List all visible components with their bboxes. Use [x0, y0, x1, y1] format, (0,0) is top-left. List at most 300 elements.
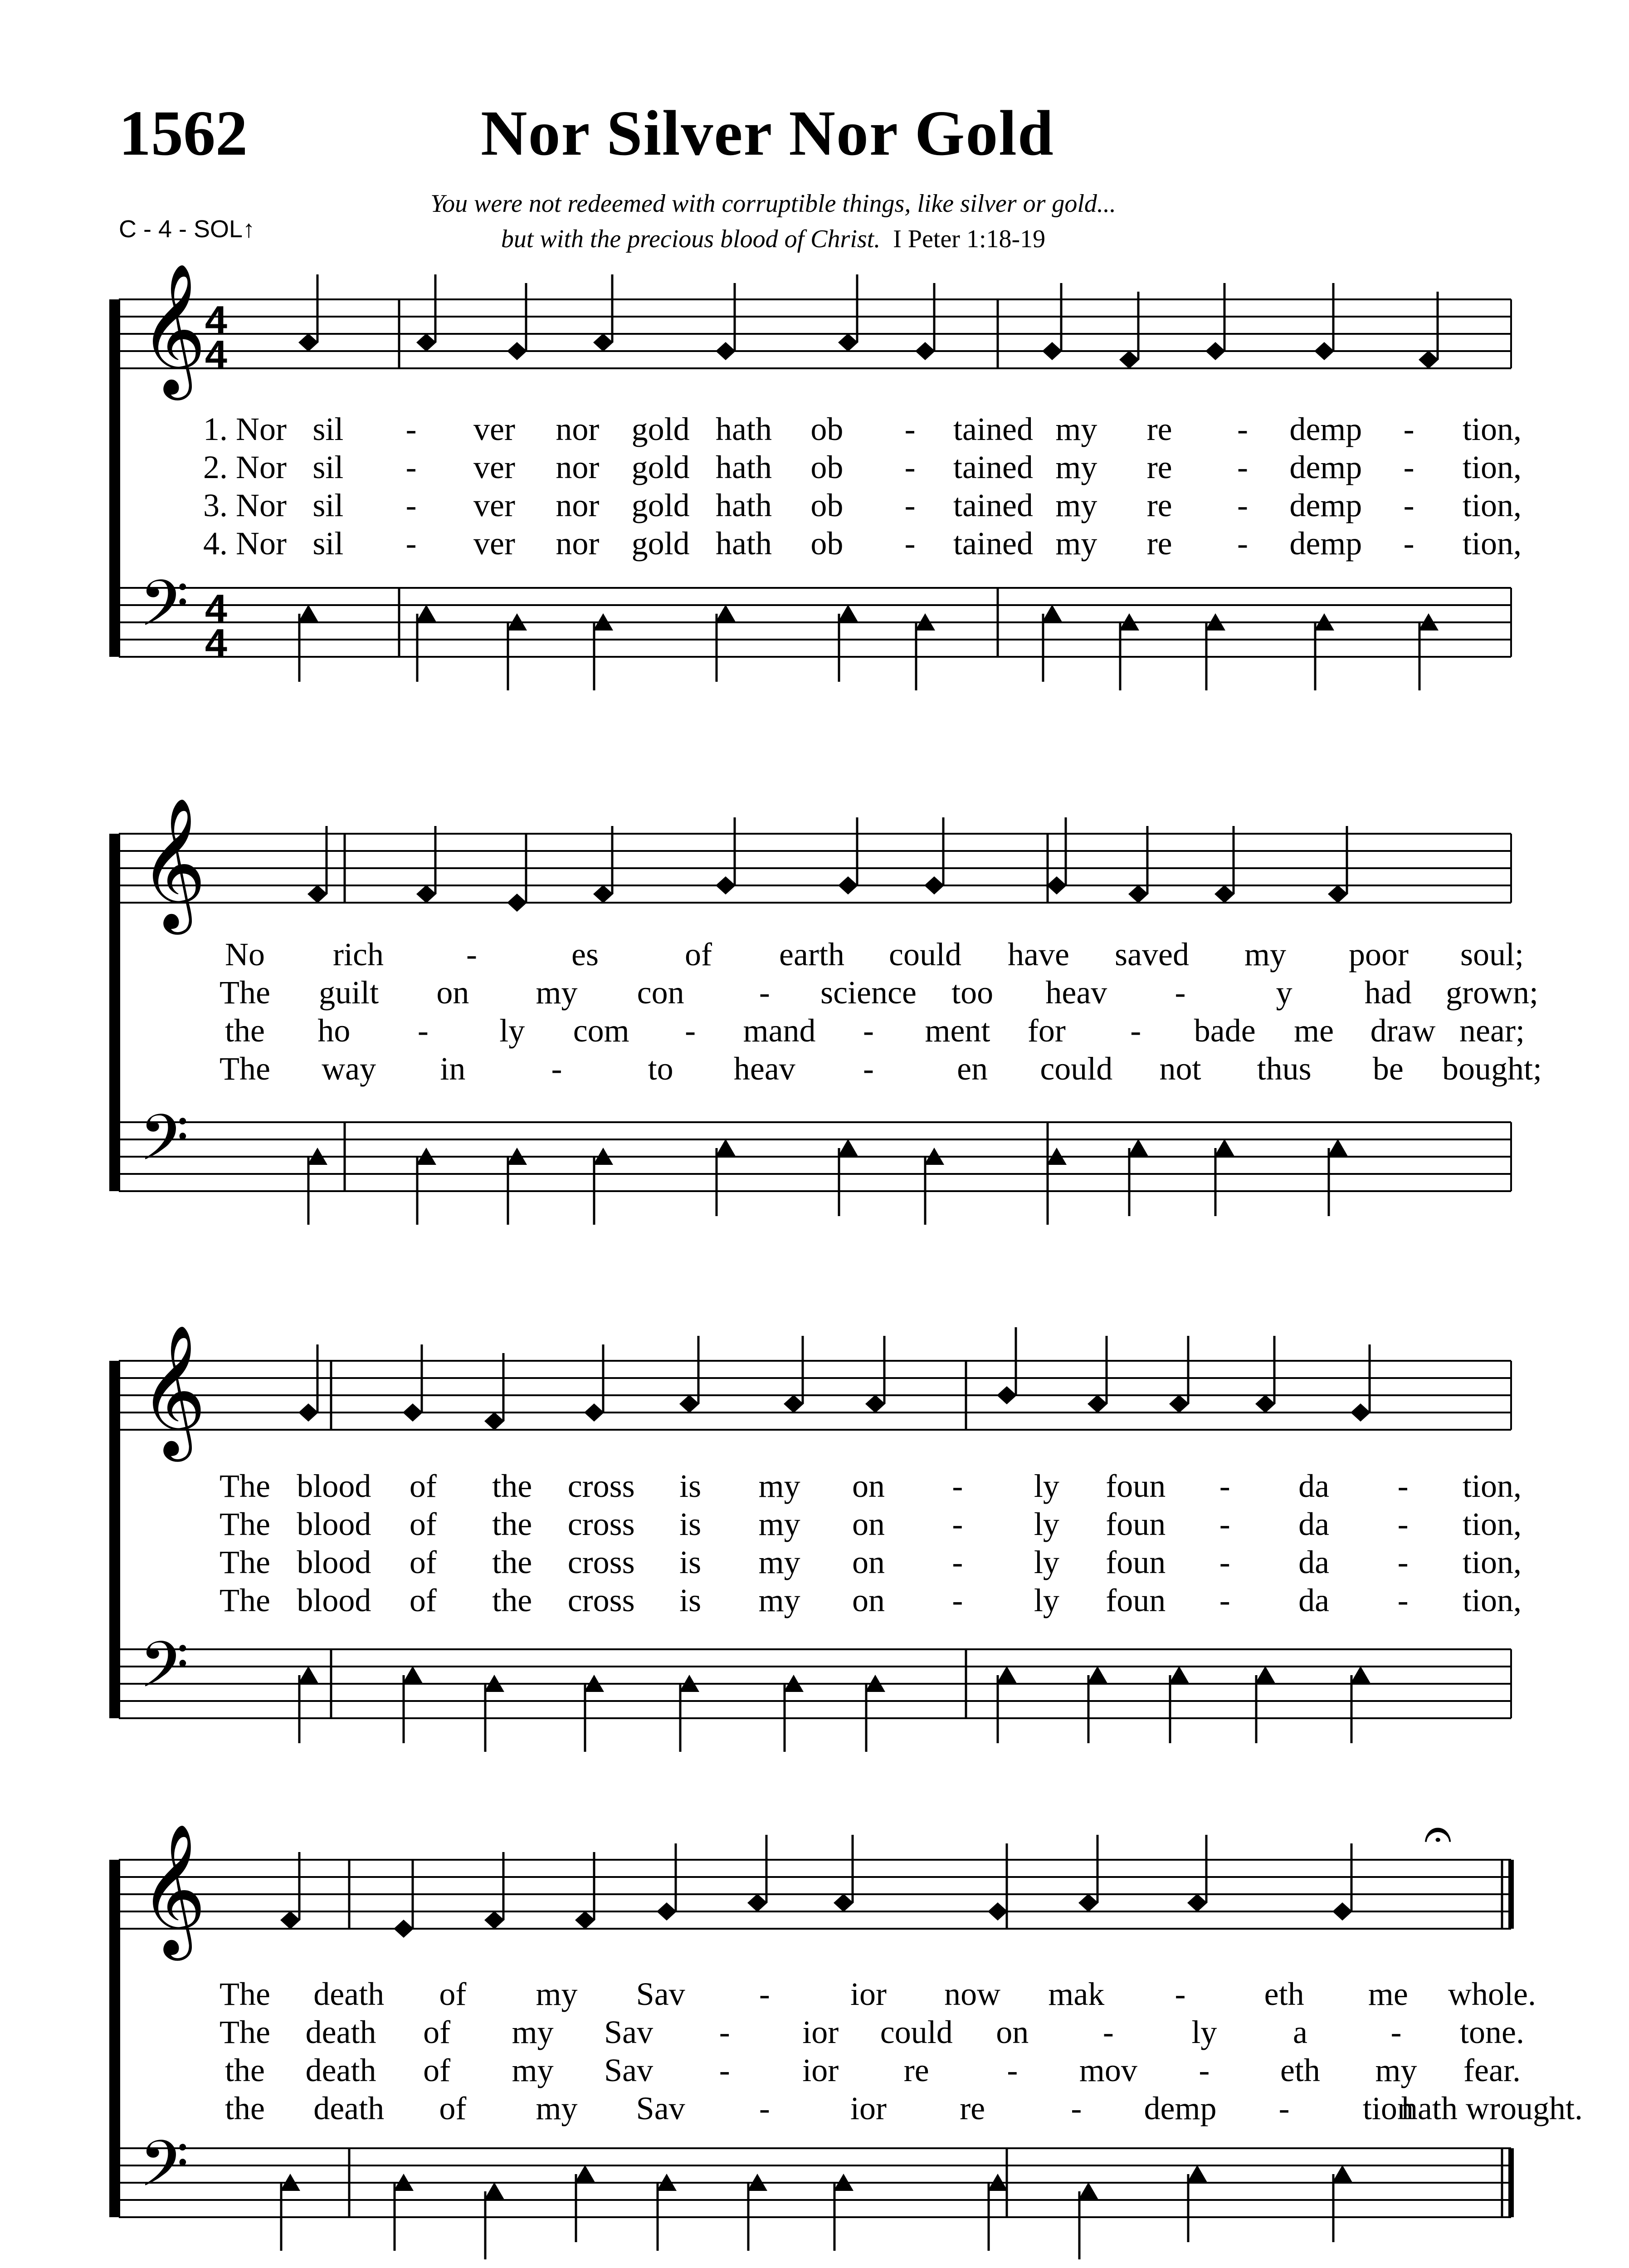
lyric-syllable: of — [685, 936, 712, 973]
lyric-syllable: The — [219, 1051, 270, 1087]
lyric-syllable: - — [904, 449, 916, 485]
lyric-syllable: mov — [1079, 2052, 1137, 2088]
lyric-syllable: en — [957, 1051, 988, 1087]
time-signature-top: 4 — [205, 298, 227, 342]
lyric-syllable: The — [219, 1506, 270, 1542]
lyric-syllable: blood — [297, 1582, 371, 1618]
treble-clef-icon: 𝄞 — [139, 797, 206, 929]
shape-note-head — [716, 1139, 736, 1156]
time-signature — [205, 298, 227, 377]
lyric-syllable: tion, — [1462, 1468, 1522, 1504]
shape-note-head — [838, 876, 858, 894]
lyric-syllable: - — [1102, 2014, 1114, 2050]
lyric-syllable: re — [1146, 487, 1172, 523]
lyric-syllable: my — [536, 1976, 578, 2012]
lyric-syllable: gold — [631, 411, 690, 447]
lyric-syllable: foun — [1106, 1582, 1166, 1618]
lyric-syllable: my — [536, 974, 578, 1011]
lyric-syllable: ment — [925, 1012, 990, 1049]
treble-staff — [119, 262, 1511, 401]
lyric-syllable: eth — [1280, 2052, 1320, 2088]
lyric-syllable: fear. — [1463, 2052, 1521, 2088]
lyric-syllable: cross — [567, 1468, 635, 1504]
lyric-syllable: re — [960, 2090, 985, 2126]
lyric-syllable: - — [719, 2052, 730, 2088]
lyric-syllable: - — [466, 936, 477, 973]
lyric-syllable: had — [1364, 974, 1412, 1011]
lyric-syllable: tained — [953, 449, 1033, 485]
shape-note-head — [988, 1902, 1008, 1921]
lyric-syllable: - — [952, 1544, 963, 1580]
lyric-syllable: - — [1397, 1506, 1409, 1542]
shape-note-head — [865, 1395, 885, 1413]
shape-note-head — [679, 1395, 699, 1413]
lyric-syllable: ior — [850, 1976, 887, 2012]
lyric-syllable: bought; — [1442, 1051, 1542, 1087]
shape-note-head — [1042, 342, 1062, 360]
lyric-syllable: The — [219, 2014, 270, 2050]
lyric-syllable: - — [417, 1012, 429, 1049]
lyrics-block — [219, 936, 1542, 1087]
lyric-syllable: 4. Nor — [203, 525, 287, 562]
lyric-syllable: - — [1237, 525, 1248, 562]
lyric-syllable: on — [436, 974, 469, 1011]
lyric-syllable: da — [1298, 1544, 1330, 1580]
lyric-syllable: on — [996, 2014, 1029, 2050]
lyric-syllable: - — [1403, 411, 1414, 447]
shape-note-head — [997, 1386, 1017, 1404]
lyric-syllable: heav — [1045, 974, 1107, 1011]
lyric-syllable: - — [1403, 449, 1414, 485]
shape-note-head — [307, 885, 327, 903]
shape-note-head — [915, 342, 935, 360]
shape-note-head — [1047, 876, 1067, 894]
lyric-syllable: ver — [473, 411, 515, 447]
lyric-syllable: - — [1219, 1582, 1230, 1618]
shape-note-head — [575, 1911, 595, 1929]
lyric-syllable: near; — [1459, 1012, 1525, 1049]
lyric-syllable: ior — [850, 2090, 887, 2126]
lyric-syllable: demp — [1144, 2090, 1217, 2126]
shape-note-head — [1088, 1395, 1107, 1413]
lyric-syllable: could — [880, 2014, 953, 2050]
lyric-syllable: hath wrought. — [1401, 2090, 1583, 2126]
lyric-syllable: draw — [1370, 1012, 1436, 1049]
shape-note-head — [657, 1902, 677, 1921]
scripture-line-2: but with the precious blood of Christ. — [501, 225, 881, 253]
lyric-syllable: re — [1146, 411, 1172, 447]
lyric-syllable: way — [322, 1051, 376, 1087]
hymn-number: 1562 — [119, 97, 248, 169]
lyric-syllable: nor — [556, 449, 600, 485]
shape-note-head — [1128, 885, 1148, 903]
lyric-syllable: ly — [499, 1012, 525, 1049]
shape-note-head — [1214, 885, 1234, 903]
lyric-syllable: rich — [333, 936, 384, 973]
shape-note-head — [1314, 342, 1334, 360]
lyric-syllable: heav — [733, 1051, 795, 1087]
lyric-syllable: cross — [567, 1544, 635, 1580]
lyric-syllable: eth — [1264, 1976, 1304, 2012]
lyric-syllable: - — [1397, 1468, 1409, 1504]
lyric-syllable: re — [1146, 449, 1172, 485]
lyric-syllable: mak — [1048, 1976, 1105, 2012]
lyric-syllable: - — [1397, 1544, 1409, 1580]
lyric-syllable: tion, — [1462, 449, 1522, 485]
lyric-syllable: sil — [312, 487, 344, 523]
lyric-syllable: - — [1175, 974, 1186, 1011]
lyric-syllable: ly — [1034, 1544, 1059, 1580]
bass-clef-icon: 𝄢 — [139, 1101, 189, 1191]
lyric-syllable: on — [852, 1468, 885, 1504]
lyric-syllable: - — [1390, 2014, 1402, 2050]
shape-note-head — [416, 605, 436, 622]
lyric-syllable: No — [225, 936, 265, 973]
treble-staff — [119, 1324, 1511, 1462]
lyric-syllable: foun — [1106, 1506, 1166, 1542]
lyric-syllable: the — [225, 1012, 265, 1049]
lyric-syllable: ly — [1034, 1506, 1059, 1542]
lyric-syllable: hath — [716, 525, 772, 562]
lyric-syllable: The — [219, 1468, 270, 1504]
lyric-syllable: blood — [297, 1468, 371, 1504]
system-2 — [113, 797, 1542, 1225]
lyric-syllable: - — [1199, 2052, 1210, 2088]
lyrics-block — [219, 1468, 1522, 1618]
lyric-syllable: foun — [1106, 1468, 1166, 1504]
lyric-syllable: con — [637, 974, 684, 1011]
lyric-syllable: the — [225, 2052, 265, 2088]
lyric-syllable: re — [903, 2052, 929, 2088]
lyric-syllable: - — [1071, 2090, 1082, 2126]
treble-clef-icon: 𝄞 — [139, 1324, 206, 1456]
shape-note-head — [298, 1666, 318, 1683]
lyric-syllable: death — [313, 1976, 385, 2012]
shape-note-head — [838, 333, 858, 352]
lyric-syllable: have — [1008, 936, 1069, 973]
bass-clef-icon: 𝄢 — [139, 1628, 189, 1718]
lyric-syllable: death — [305, 2052, 376, 2088]
lyric-syllable: poor — [1349, 936, 1409, 973]
treble-clef-icon: 𝄞 — [139, 262, 206, 394]
lyric-syllable: The — [219, 1976, 270, 2012]
lyric-syllable: to — [648, 1051, 673, 1087]
shape-note-head — [1214, 1139, 1234, 1156]
shape-note-head — [1332, 1902, 1352, 1921]
lyric-syllable: my — [758, 1506, 800, 1542]
lyric-syllable: my — [536, 2090, 578, 2126]
lyric-syllable: my — [1055, 487, 1097, 523]
lyric-syllable: my — [758, 1582, 800, 1618]
lyric-syllable: - — [405, 449, 417, 485]
shape-note-head — [593, 333, 613, 352]
lyric-syllable: - — [1175, 1976, 1186, 2012]
lyric-syllable: - — [904, 525, 916, 562]
lyric-syllable: - — [863, 1012, 874, 1049]
lyric-syllable: Sav — [604, 2014, 654, 2050]
shape-note-head — [1128, 1139, 1148, 1156]
lyric-syllable: hath — [716, 449, 772, 485]
time-signature-bottom: 4 — [205, 332, 227, 377]
lyric-syllable: gold — [631, 525, 690, 562]
lyric-syllable: the — [492, 1506, 532, 1542]
shape-note-head — [1351, 1666, 1371, 1683]
time-signature-top: 4 — [205, 586, 227, 631]
lyric-syllable: whole. — [1448, 1976, 1536, 2012]
lyric-syllable: of — [409, 1468, 437, 1504]
fermata-icon: 𝄐 — [1424, 1804, 1452, 1862]
lyric-syllable: - — [405, 525, 417, 562]
lyric-syllable: my — [1055, 525, 1097, 562]
time-signature — [205, 586, 227, 665]
lyric-syllable: - — [405, 411, 417, 447]
lyric-syllable: - — [1219, 1468, 1230, 1504]
lyric-syllable: tained — [953, 525, 1033, 562]
lyric-syllable: sil — [312, 411, 344, 447]
lyric-syllable: - — [551, 1051, 562, 1087]
lyric-syllable: Sav — [636, 2090, 685, 2126]
lyric-syllable: Sav — [604, 2052, 654, 2088]
shape-note-head — [507, 342, 527, 360]
lyric-syllable: - — [904, 487, 916, 523]
lyric-syllable: demp — [1289, 525, 1362, 562]
lyric-syllable: nor — [556, 487, 600, 523]
lyric-syllable: nor — [556, 525, 600, 562]
lyric-syllable: The — [219, 1582, 270, 1618]
lyric-syllable: mand — [743, 1012, 816, 1049]
system-1 — [113, 262, 1522, 690]
shape-note-head — [1169, 1666, 1189, 1683]
shape-note-head — [1255, 1666, 1275, 1683]
lyric-syllable: is — [679, 1582, 702, 1618]
lyric-syllable: my — [1375, 2052, 1417, 2088]
shape-note-head — [394, 1920, 414, 1938]
lyric-syllable: tion, — [1462, 525, 1522, 562]
lyrics-block — [219, 1976, 1583, 2126]
lyric-syllable: - — [759, 2090, 770, 2126]
lyric-syllable: foun — [1106, 1544, 1166, 1580]
lyric-syllable: ob — [810, 487, 844, 523]
lyric-syllable: - — [863, 1051, 874, 1087]
lyric-syllable: tion — [1362, 2090, 1414, 2126]
lyric-syllable: is — [679, 1544, 702, 1580]
bass-staff — [119, 1101, 1511, 1191]
shape-note-head — [1419, 351, 1439, 369]
lyric-syllable: demp — [1289, 411, 1362, 447]
scripture-reference: I Peter 1:18-19 — [893, 225, 1046, 253]
shape-note-head — [1332, 2165, 1352, 2182]
lyric-syllable: the — [225, 2090, 265, 2126]
lyric-syllable: my — [512, 2052, 554, 2088]
time-signature-bottom: 4 — [205, 621, 227, 665]
shape-note-head — [716, 605, 736, 622]
lyric-syllable: blood — [297, 1544, 371, 1580]
lyric-syllable: the — [492, 1582, 532, 1618]
lyric-syllable: ior — [802, 2014, 839, 2050]
lyric-syllable: re — [1146, 525, 1172, 562]
lyric-syllable: - — [759, 1976, 770, 2012]
lyric-syllable: me — [1294, 1012, 1334, 1049]
lyric-syllable: my — [512, 2014, 554, 2050]
lyric-syllable: could — [1040, 1051, 1113, 1087]
bass-staff — [119, 1628, 1511, 1718]
lyric-syllable: death — [305, 2014, 376, 2050]
lyric-syllable: - — [904, 411, 916, 447]
lyric-syllable: - — [1237, 487, 1248, 523]
shape-note-head — [507, 894, 527, 912]
lyric-syllable: tion, — [1462, 1544, 1522, 1580]
bass-staff — [119, 2127, 1511, 2217]
lyric-syllable: of — [439, 2090, 467, 2126]
lyric-syllable: tion, — [1462, 1582, 1522, 1618]
lyric-syllable: - — [1237, 411, 1248, 447]
lyric-syllable: tion, — [1462, 1506, 1522, 1542]
bass-staff — [119, 567, 1511, 665]
shape-note-head — [1255, 1395, 1275, 1413]
shape-note-head — [1187, 2165, 1207, 2182]
shape-note-head — [484, 1911, 504, 1929]
lyric-syllable: blood — [297, 1506, 371, 1542]
lyric-syllable: a — [1292, 2014, 1307, 2050]
lyric-syllable: ob — [810, 449, 844, 485]
shape-note-head — [1119, 351, 1139, 369]
lyric-syllable: - — [952, 1582, 963, 1618]
lyric-syllable: my — [1055, 449, 1097, 485]
shape-note-head — [593, 885, 613, 903]
shape-note-head — [298, 1403, 318, 1422]
lyric-syllable: could — [889, 936, 961, 973]
shape-note-head — [484, 2182, 504, 2200]
lyric-syllable: demp — [1289, 449, 1362, 485]
lyric-syllable: Sav — [636, 1976, 685, 2012]
lyric-syllable: soul; — [1460, 936, 1524, 973]
lyric-syllable: - — [1219, 1506, 1230, 1542]
lyric-syllable: demp — [1289, 487, 1362, 523]
lyric-syllable: - — [759, 974, 770, 1011]
lyric-syllable: bade — [1194, 1012, 1256, 1049]
shape-note-head — [784, 1395, 804, 1413]
lyric-syllable: on — [852, 1582, 885, 1618]
lyric-syllable: - — [1403, 487, 1414, 523]
lyric-syllable: cross — [567, 1506, 635, 1542]
shape-note-head — [716, 342, 736, 360]
shape-note-head — [403, 1403, 423, 1422]
lyric-syllable: sil — [312, 449, 344, 485]
key-info: C - 4 - SOL↑ — [119, 215, 255, 243]
lyric-syllable: too — [951, 974, 994, 1011]
lyric-syllable: gold — [631, 449, 690, 485]
system-3 — [113, 1324, 1522, 1752]
shape-note-head — [747, 1894, 767, 1912]
lyric-syllable: da — [1298, 1468, 1330, 1504]
shape-note-head — [1078, 1894, 1098, 1912]
shape-note-head — [1078, 2182, 1098, 2200]
lyric-syllable: ob — [810, 525, 844, 562]
lyric-syllable: ho — [317, 1012, 351, 1049]
lyric-syllable: 1. Nor — [203, 411, 287, 447]
lyric-syllable: ior — [802, 2052, 839, 2088]
shape-note-head — [834, 1894, 854, 1912]
lyric-syllable: death — [313, 2090, 385, 2126]
lyric-syllable: of — [423, 2052, 451, 2088]
lyric-syllable: nor — [556, 411, 600, 447]
lyric-syllable: my — [758, 1468, 800, 1504]
lyric-syllable: The — [219, 1544, 270, 1580]
lyric-syllable: tion, — [1462, 411, 1522, 447]
lyric-syllable: of — [409, 1506, 437, 1542]
shape-note-head — [575, 2165, 595, 2182]
shape-note-head — [1169, 1395, 1189, 1413]
lyric-syllable: now — [944, 1976, 1001, 2012]
shape-note-head — [1328, 885, 1348, 903]
lyric-syllable: tion, — [1462, 487, 1522, 523]
lyric-syllable: ob — [810, 411, 844, 447]
lyric-syllable: cross — [567, 1582, 635, 1618]
lyric-syllable: my — [1055, 411, 1097, 447]
shape-note-head — [298, 333, 318, 352]
lyric-syllable: - — [719, 2014, 730, 2050]
lyric-syllable: is — [679, 1506, 702, 1542]
lyric-syllable: ly — [1034, 1468, 1059, 1504]
lyric-syllable: grown; — [1446, 974, 1538, 1011]
lyric-syllable: es — [571, 936, 599, 973]
system-4 — [113, 1804, 1583, 2259]
lyric-syllable: for — [1027, 1012, 1066, 1049]
lyric-syllable: ver — [473, 525, 515, 562]
lyric-syllable: - — [1278, 2090, 1290, 2126]
shape-note-head — [1351, 1403, 1371, 1422]
lyric-syllable: of — [409, 1582, 437, 1618]
lyric-syllable: be — [1372, 1051, 1404, 1087]
shape-note-head — [416, 333, 436, 352]
lyrics-block — [203, 411, 1522, 562]
shape-note-head — [838, 605, 858, 622]
lyric-syllable: on — [852, 1544, 885, 1580]
shape-note-head — [403, 1666, 423, 1683]
lyric-syllable: hath — [716, 487, 772, 523]
lyric-syllable: - — [1130, 1012, 1141, 1049]
lyric-syllable: the — [492, 1544, 532, 1580]
lyric-syllable: in — [440, 1051, 466, 1087]
lyric-syllable: saved — [1115, 936, 1189, 973]
lyric-syllable: - — [1397, 1582, 1409, 1618]
lyric-syllable: - — [1403, 525, 1414, 562]
shape-note-head — [997, 1666, 1017, 1683]
lyric-syllable: 3. Nor — [203, 487, 287, 523]
lyric-syllable: me — [1368, 1976, 1408, 2012]
lyric-syllable: science — [820, 974, 917, 1011]
lyric-syllable: is — [679, 1468, 702, 1504]
lyric-syllable: tone. — [1460, 2014, 1524, 2050]
lyric-syllable: - — [1219, 1544, 1230, 1580]
shape-note-head — [1328, 1139, 1348, 1156]
lyric-syllable: - — [685, 1012, 696, 1049]
lyric-syllable: - — [405, 487, 417, 523]
lyric-syllable: ly — [1191, 2014, 1217, 2050]
lyric-syllable: of — [439, 1976, 467, 2012]
lyric-syllable: sil — [312, 525, 344, 562]
shape-note-head — [1187, 1894, 1207, 1912]
lyric-syllable: of — [423, 2014, 451, 2050]
bass-clef-icon: 𝄢 — [139, 2127, 189, 2217]
lyric-syllable: - — [952, 1506, 963, 1542]
lyric-syllable: com — [573, 1012, 629, 1049]
lyric-syllable: earth — [779, 936, 844, 973]
lyric-syllable: guilt — [319, 974, 379, 1011]
lyric-syllable: my — [1244, 936, 1287, 973]
lyric-syllable: da — [1298, 1506, 1330, 1542]
lyric-syllable: y — [1276, 974, 1292, 1011]
